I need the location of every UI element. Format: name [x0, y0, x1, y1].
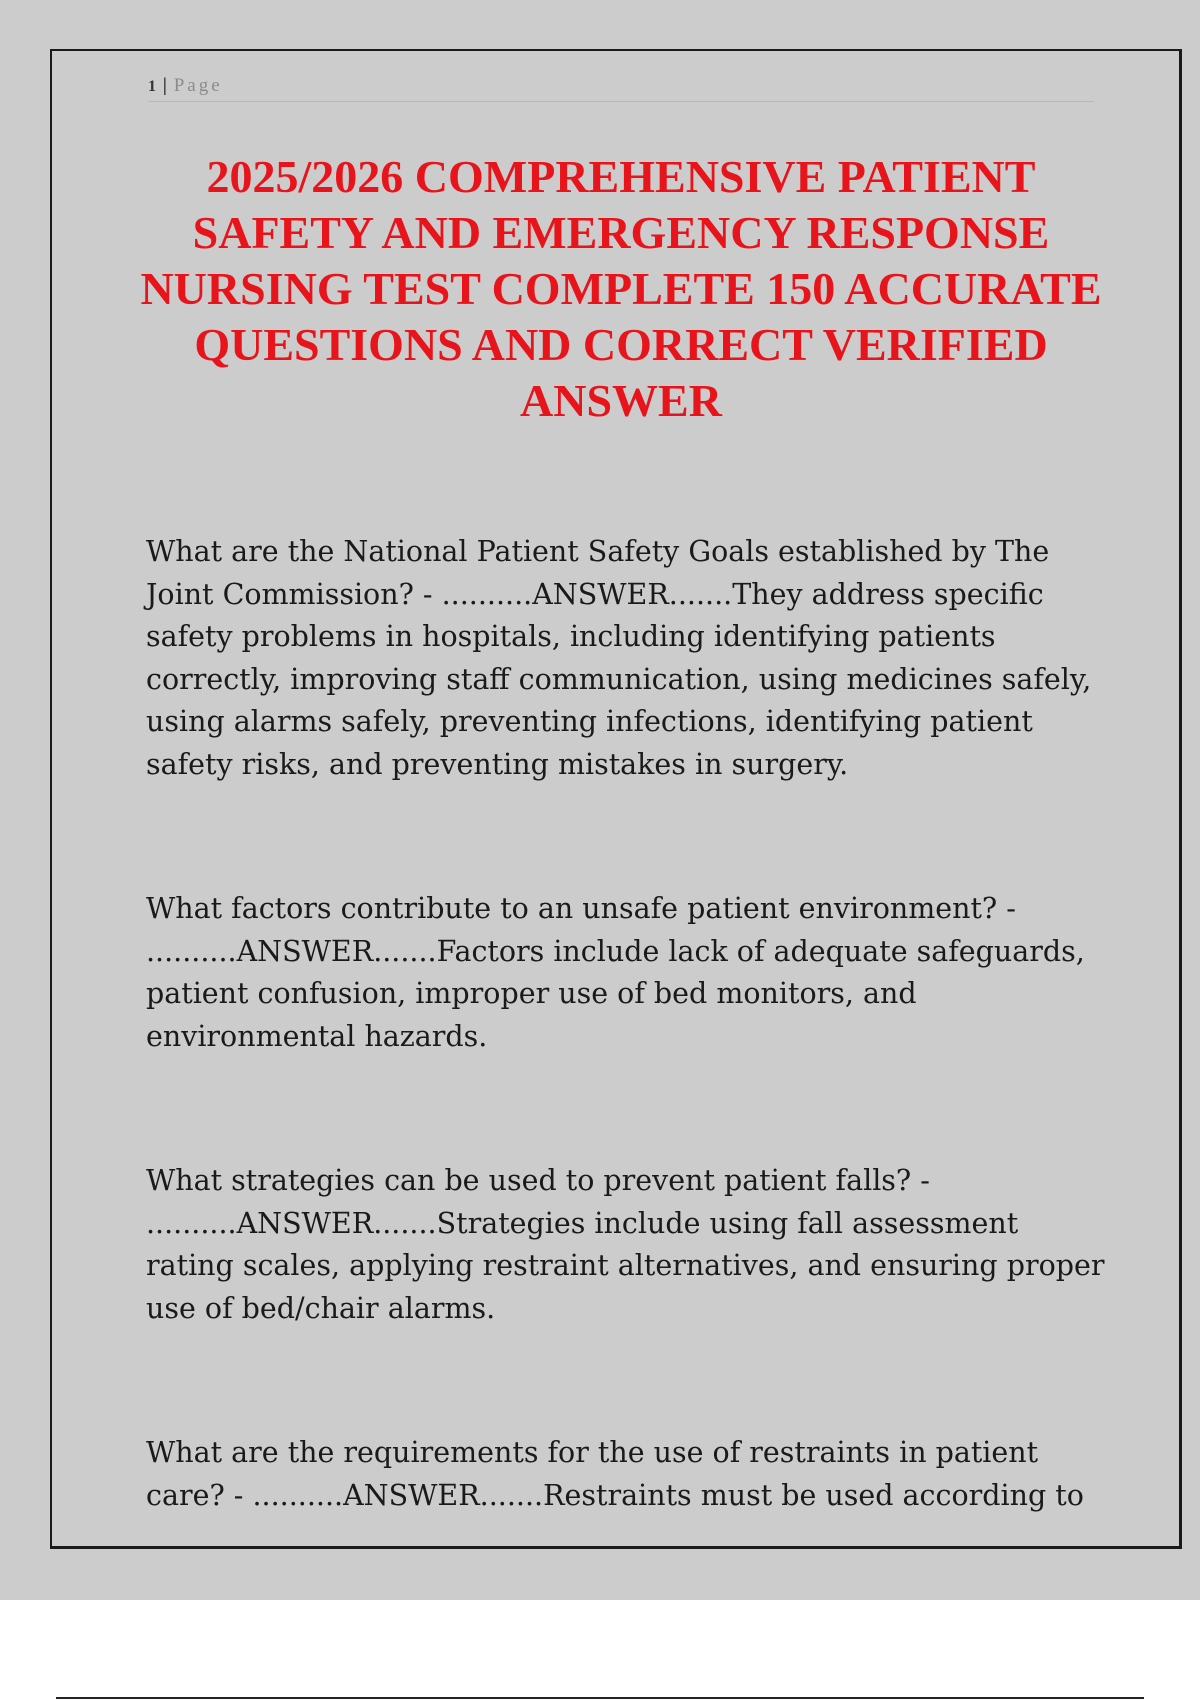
qa-item: What strategies can be used to prevent patient falls? - ..........ANSWER.......Strategies include using fall assessment rating scales, applying restraint alternatives, and ensuring proper use of bed/chair alarms.	[146, 1164, 1105, 1325]
bottom-divider	[56, 1697, 1144, 1699]
page-separator: |	[162, 75, 167, 96]
qa-item: What are the requirements for the use of restraints in patient care? - ..........ANSWER.......Restraints must be used according to	[146, 1436, 1084, 1512]
page-label: Page	[173, 75, 223, 96]
page-header	[148, 75, 1094, 102]
page-number: 1	[148, 78, 156, 95]
qa-list	[146, 531, 1106, 1619]
qa-item: What factors contribute to an unsafe patient environment? - ..........ANSWER.......Factors include lack of adequate safeguards, patient confusion, improper use of bed monitors, and environmental hazards.	[146, 892, 1085, 1053]
page-frame	[50, 49, 1182, 1549]
qa-item: What are the National Patient Safety Goals established by The Joint Commission? - ..........ANSWER.......They address specific safety problems in hospitals, including identifying patients correctly, improving staff communication, using medicines safely, using alarms safely, preventing infections, identifying patient safety risks, and preventing mistakes in surgery.	[146, 535, 1092, 781]
document-title: 2025/2026 COMPREHENSIVE PATIENT SAFETY AND EMERGENCY RESPONSE NURSING TEST COMPLETE 150 ACCURATE QUESTIONS AND CORRECT VERIFIED ANSWER	[140, 151, 1102, 426]
